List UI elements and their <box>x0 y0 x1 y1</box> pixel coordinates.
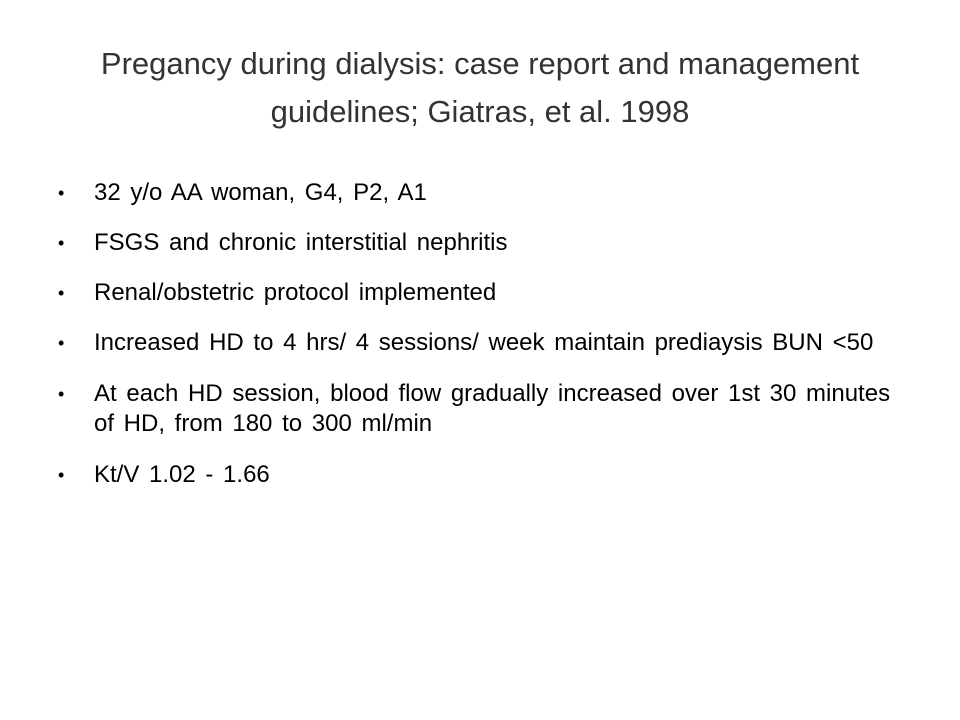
bullet-dot-icon: • <box>58 384 65 404</box>
bullet-dot-icon: • <box>58 233 65 253</box>
slide-title: Pregancy during dialysis: case report and management guidelines; Giatras, et al. 1998 <box>100 46 860 129</box>
bullet-dot-icon: • <box>58 283 65 303</box>
bullet-text: Renal/obstetric protocol implemented <box>94 279 497 306</box>
bullet-text: FSGS and chronic interstitial nephritis <box>94 229 508 256</box>
bullet-item <box>58 379 918 439</box>
bullet-item <box>58 460 918 490</box>
bullet-text: 32 y/o AA woman, G4, P2, A1 <box>94 179 427 206</box>
bullet-dot-icon: • <box>58 183 65 203</box>
bullet-text: Kt/V 1.02 - 1.66 <box>94 461 270 488</box>
bullet-list <box>58 178 918 510</box>
bullet-item <box>58 328 918 358</box>
bullet-text: At each HD session, blood flow gradually increased over 1st 30 minutes of HD, from 180 to 300 ml/min <box>94 380 891 437</box>
bullet-item <box>58 178 918 208</box>
bullet-item <box>58 278 918 308</box>
bullet-dot-icon: • <box>58 333 65 353</box>
bullet-dot-icon: • <box>58 465 65 485</box>
bullet-item <box>58 228 918 258</box>
bullet-text: Increased HD to 4 hrs/ 4 sessions/ week maintain prediaysis BUN <50 <box>94 329 874 356</box>
